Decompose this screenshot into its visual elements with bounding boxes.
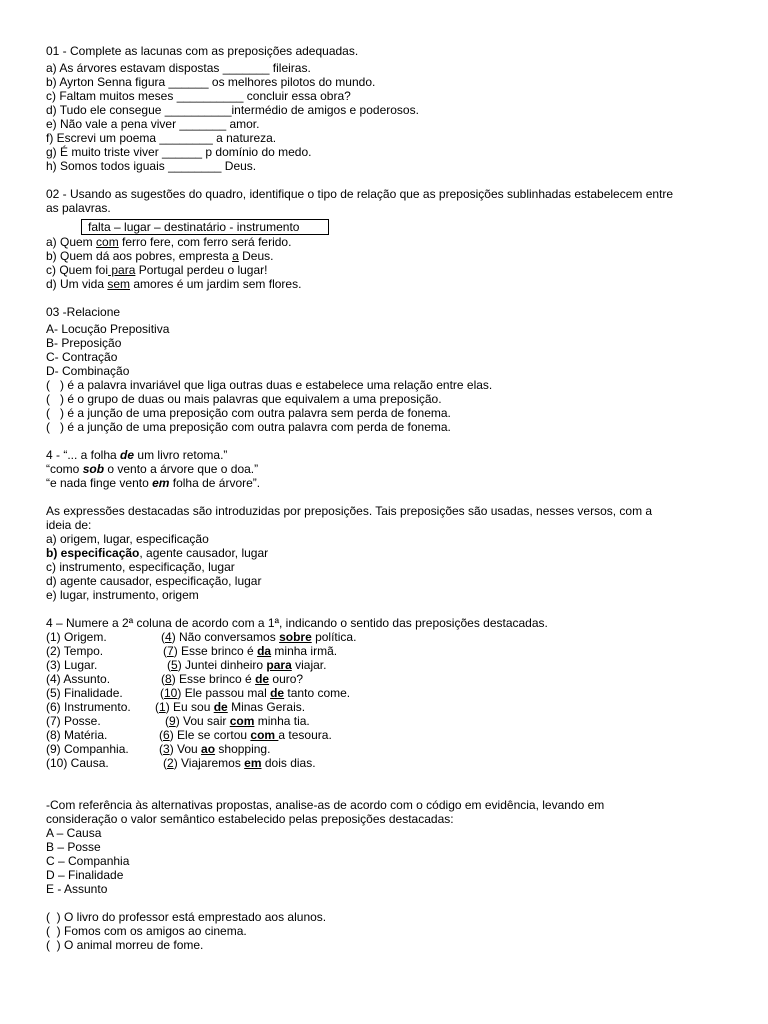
col1-item: (2) Tempo. — [46, 644, 104, 658]
q3-item: ( ) é a palavra invariável que liga outras duas e estabelece uma relação entre elas. — [46, 378, 493, 392]
q4-option-c: c) instrumento, especificação, lugar — [46, 560, 235, 574]
q3-option: B- Preposição — [46, 336, 122, 350]
col2-item: (3) Vou ao shopping. — [159, 742, 271, 756]
col1-item: (3) Lugar. — [46, 658, 98, 672]
q5-code: D – Finalidade — [46, 868, 124, 882]
col2-item: (10) Ele passou mal de tanto come. — [160, 686, 351, 700]
q2-title-cont: as palavras. — [46, 201, 111, 215]
q2-item: c) Quem foi para Portugal perdeu o lugar! — [46, 263, 268, 277]
q2-suggestion-box: falta – lugar – destinatário - instrumento — [81, 219, 329, 235]
q2-item: b) Quem dá aos pobres, empresta a Deus. — [46, 249, 274, 263]
col2-item: (7) Esse brinco é da minha irmã. — [163, 644, 338, 658]
q3-option: C- Contração — [46, 350, 118, 364]
q3-item: ( ) é a junção de uma preposição com outra palavra sem perda de fonema. — [46, 406, 451, 420]
q4-option-a: a) origem, lugar, especificação — [46, 532, 209, 546]
q4-option-d: d) agente causador, especificação, lugar — [46, 574, 262, 588]
q1-item: h) Somos todos iguais ________ Deus. — [46, 159, 257, 173]
q1-item: e) Não vale a pena viver _______ amor. — [46, 117, 260, 131]
col1-item: (7) Posse. — [46, 714, 101, 728]
col1-item: (4) Assunto. — [46, 672, 111, 686]
q2-title: 02 - Usando as sugestões do quadro, identifique o tipo de relação que as preposições sublinhadas estabelecem entre — [46, 187, 674, 201]
col1-item: (5) Finalidade. — [46, 686, 123, 700]
q1-item: g) É muito triste viver ______ p domínio do medo. — [46, 145, 312, 159]
q4-stem: As expressões destacadas são introduzidas por preposições. Tais preposições são usadas, nesses versos, com a — [46, 504, 653, 518]
col1-item: (8) Matéria. — [46, 728, 108, 742]
q4-stem-cont: ideia de: — [46, 518, 92, 532]
q5-stem: -Com referência às alternativas propostas, analise-as de acordo com o código em evidência, levando em — [46, 798, 605, 812]
q4-option-e: e) lugar, instrumento, origem — [46, 588, 199, 602]
col1-item: (6) Instrumento. — [46, 700, 131, 714]
q5-code: A – Causa — [46, 826, 102, 840]
q4-option-b: b) especificação, agente causador, lugar — [46, 546, 269, 560]
q1-item: b) Ayrton Senna figura ______ os melhores pilotos do mundo. — [46, 75, 376, 89]
q5-code: B – Posse — [46, 840, 101, 854]
col1-item: (9) Companhia. — [46, 742, 129, 756]
q1-title: 01 - Complete as lacunas com as preposições adequadas. — [46, 44, 359, 58]
q2-item: d) Um vida sem amores é um jardim sem flores. — [46, 277, 302, 291]
q1-item: f) Escrevi um poema ________ a natureza. — [46, 131, 277, 145]
q2-item: a) Quem com ferro fere, com ferro será ferido. — [46, 235, 292, 249]
q3-option: D- Combinação — [46, 364, 130, 378]
q5-code: C – Companhia — [46, 854, 130, 868]
col2-item: (8) Esse brinco é de ouro? — [161, 672, 304, 686]
q4-verse: “como sob o vento a árvore que o doa.” — [46, 462, 259, 476]
q5-item: ( ) O animal morreu de fome. — [46, 938, 204, 952]
q5-item: ( ) O livro do professor está emprestado aos alunos. — [46, 910, 327, 924]
q4b-title: 4 – Numere a 2ª coluna de acordo com a 1ª, indicando o sentido das preposições destacadas. — [46, 616, 548, 630]
col2-item: (4) Não conversamos sobre política. — [161, 630, 357, 644]
q1-item: d) Tudo ele consegue __________intermédio de amigos e poderosos. — [46, 103, 419, 117]
col2-item: (5) Juntei dinheiro para viajar. — [167, 658, 327, 672]
col2-item: (2) Viajaremos em dois dias. — [163, 756, 316, 770]
q3-title: 03 -Relacione — [46, 305, 121, 319]
q4-verse: “e nada finge vento em folha de árvore”. — [46, 476, 261, 490]
q3-item: ( ) é a junção de uma preposição com outra palavra com perda de fonema. — [46, 420, 451, 434]
q5-item: ( ) Fomos com os amigos ao cinema. — [46, 924, 247, 938]
col2-item: (1) Eu sou de Minas Gerais. — [155, 700, 306, 714]
col1-item: (10) Causa. — [46, 756, 109, 770]
q4-verse: 4 - “... a folha de um livro retoma.” — [46, 448, 228, 462]
q1-item: a) As árvores estavam dispostas _______ fileiras. — [46, 61, 311, 75]
col1-item: (1) Origem. — [46, 630, 107, 644]
q5-stem-cont: consideração o valor semântico estabelecido pelas preposições destacadas: — [46, 812, 454, 826]
q1-item: c) Faltam muitos meses __________ concluir essa obra? — [46, 89, 351, 103]
col2-item: (9) Vou sair com minha tia. — [165, 714, 310, 728]
col2-item: (6) Ele se cortou com a tesoura. — [159, 728, 332, 742]
q5-code: E - Assunto — [46, 882, 108, 896]
q3-item: ( ) é o grupo de duas ou mais palavras que equivalem a uma preposição. — [46, 392, 442, 406]
q3-option: A- Locução Prepositiva — [46, 322, 170, 336]
